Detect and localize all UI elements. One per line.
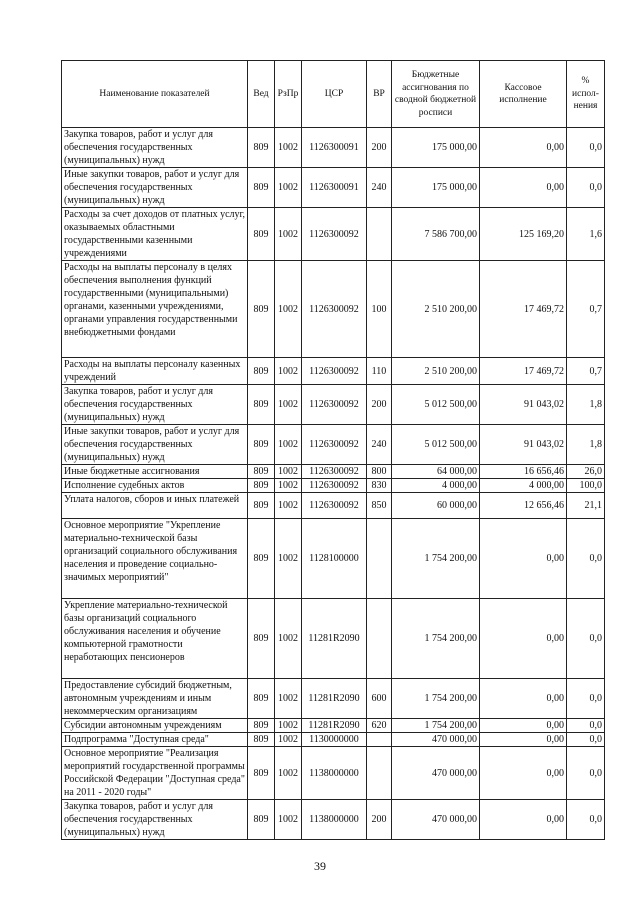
row-pct: 0,0	[567, 599, 605, 679]
table-row	[62, 479, 605, 493]
row-name: Подпрограмма "Доступная среда"	[62, 733, 248, 747]
row-budget: 5 012 500,00	[392, 425, 480, 465]
row-cash: 91 043,02	[480, 385, 567, 425]
row-csr: 1126300092	[302, 261, 367, 358]
row-cash: 4 000,00	[480, 479, 567, 493]
row-csr: 1126300092	[302, 385, 367, 425]
row-vr: 830	[367, 479, 392, 493]
row-name: Субсидии автономным учреждениям	[62, 719, 248, 733]
row-ved: 809	[248, 719, 275, 733]
table-row	[62, 519, 605, 599]
row-vr: 200	[367, 128, 392, 168]
row-budget: 175 000,00	[392, 128, 480, 168]
table-row	[62, 261, 605, 358]
row-vr: 620	[367, 719, 392, 733]
header-pct: % испол-нения	[567, 61, 605, 128]
row-pct: 0,7	[567, 358, 605, 385]
row-vr: 200	[367, 800, 392, 840]
table-row	[62, 599, 605, 679]
row-name: Иные закупки товаров, работ и услуг для обеспечения государственных (муниципальных) нужд	[62, 168, 248, 208]
row-vr: 100	[367, 261, 392, 358]
row-budget: 2 510 200,00	[392, 261, 480, 358]
row-vr: 800	[367, 465, 392, 479]
row-pct: 0,0	[567, 719, 605, 733]
row-csr: 11281R2090	[302, 599, 367, 679]
row-cash: 91 043,02	[480, 425, 567, 465]
row-cash: 17 469,72	[480, 261, 567, 358]
row-csr: 1128100000	[302, 519, 367, 599]
row-rzpr: 1002	[275, 800, 302, 840]
row-rzpr: 1002	[275, 385, 302, 425]
row-rzpr: 1002	[275, 208, 302, 261]
row-csr: 1126300092	[302, 208, 367, 261]
row-name: Основное мероприятие "Реализация мероприятий государственной программы Российской Федерации "Доступная среда" на 2011 - 2020 годы"	[62, 747, 248, 800]
row-name: Исполнение судебных актов	[62, 479, 248, 493]
row-pct: 0,7	[567, 261, 605, 358]
row-rzpr: 1002	[275, 493, 302, 519]
row-vr	[367, 519, 392, 599]
row-budget: 5 012 500,00	[392, 385, 480, 425]
row-vr: 200	[367, 385, 392, 425]
row-budget: 7 586 700,00	[392, 208, 480, 261]
row-csr: 1126300092	[302, 479, 367, 493]
row-pct: 0,0	[567, 519, 605, 599]
row-ved: 809	[248, 208, 275, 261]
header-name: Наименование показателей	[62, 61, 248, 128]
row-pct: 0,0	[567, 747, 605, 800]
row-cash: 125 169,20	[480, 208, 567, 261]
row-name: Предоставление субсидий бюджетным, автономным учреждениям и иным некоммерческим организациям	[62, 679, 248, 719]
row-pct: 0,0	[567, 168, 605, 208]
row-cash: 12 656,46	[480, 493, 567, 519]
row-name: Основное мероприятие "Укрепление материально-технической базы организаций социального обслуживания населения и проведение социально-значимых мероприятий"	[62, 519, 248, 599]
row-ved: 809	[248, 425, 275, 465]
row-budget: 64 000,00	[392, 465, 480, 479]
table-row	[62, 208, 605, 261]
row-budget: 470 000,00	[392, 747, 480, 800]
row-budget: 1 754 200,00	[392, 519, 480, 599]
row-budget: 2 510 200,00	[392, 358, 480, 385]
row-rzpr: 1002	[275, 519, 302, 599]
row-rzpr: 1002	[275, 719, 302, 733]
row-name: Расходы на выплаты персоналу казенных учреждений	[62, 358, 248, 385]
row-ved: 809	[248, 261, 275, 358]
row-ved: 809	[248, 358, 275, 385]
table-row	[62, 747, 605, 800]
row-cash: 17 469,72	[480, 358, 567, 385]
row-rzpr: 1002	[275, 733, 302, 747]
row-rzpr: 1002	[275, 168, 302, 208]
row-csr: 1126300092	[302, 493, 367, 519]
table-row	[62, 358, 605, 385]
row-cash: 0,00	[480, 679, 567, 719]
table-body	[62, 128, 605, 840]
row-csr: 1138000000	[302, 800, 367, 840]
header-ved: Вед	[248, 61, 275, 128]
row-budget: 1 754 200,00	[392, 719, 480, 733]
row-vr	[367, 733, 392, 747]
table-row	[62, 493, 605, 519]
page-number: 39	[314, 859, 326, 873]
row-csr: 1138000000	[302, 747, 367, 800]
header-rzpr: РзПр	[275, 61, 302, 128]
row-ved: 809	[248, 519, 275, 599]
table-row	[62, 465, 605, 479]
budget-execution-table	[61, 60, 605, 840]
row-name: Уплата налогов, сборов и иных платежей	[62, 493, 248, 519]
row-budget: 175 000,00	[392, 168, 480, 208]
row-csr: 1126300091	[302, 168, 367, 208]
row-name: Закупка товаров, работ и услуг для обеспечения государственных (муниципальных) нужд	[62, 385, 248, 425]
row-cash: 0,00	[480, 733, 567, 747]
row-pct: 21,1	[567, 493, 605, 519]
row-budget: 1 754 200,00	[392, 599, 480, 679]
row-rzpr: 1002	[275, 261, 302, 358]
row-cash: 0,00	[480, 128, 567, 168]
row-budget: 1 754 200,00	[392, 679, 480, 719]
table-row	[62, 385, 605, 425]
table-row	[62, 425, 605, 465]
row-ved: 809	[248, 800, 275, 840]
row-budget: 60 000,00	[392, 493, 480, 519]
row-name: Закупка товаров, работ и услуг для обеспечения государственных (муниципальных) нужд	[62, 128, 248, 168]
row-csr: 1126300092	[302, 358, 367, 385]
row-rzpr: 1002	[275, 425, 302, 465]
table-row	[62, 128, 605, 168]
row-name: Иные закупки товаров, работ и услуг для обеспечения государственных (муниципальных) нужд	[62, 425, 248, 465]
row-csr: 1130000000	[302, 733, 367, 747]
row-pct: 1,8	[567, 425, 605, 465]
header-vr: ВР	[367, 61, 392, 128]
row-pct: 0,0	[567, 733, 605, 747]
row-vr: 240	[367, 425, 392, 465]
row-rzpr: 1002	[275, 128, 302, 168]
row-pct: 0,0	[567, 800, 605, 840]
header-budget: Бюджетные ассигнования по сводной бюджетной росписи	[392, 61, 480, 128]
row-rzpr: 1002	[275, 679, 302, 719]
row-vr: 110	[367, 358, 392, 385]
row-ved: 809	[248, 747, 275, 800]
row-cash: 16 656,46	[480, 465, 567, 479]
row-budget: 470 000,00	[392, 800, 480, 840]
row-vr: 240	[367, 168, 392, 208]
row-cash: 0,00	[480, 800, 567, 840]
row-ved: 809	[248, 599, 275, 679]
row-cash: 0,00	[480, 719, 567, 733]
row-rzpr: 1002	[275, 747, 302, 800]
row-rzpr: 1002	[275, 599, 302, 679]
row-pct: 1,6	[567, 208, 605, 261]
row-name: Расходы за счет доходов от платных услуг, оказываемых областными государственными казенными учреждениями	[62, 208, 248, 261]
row-vr: 600	[367, 679, 392, 719]
header-cash: Кассовое исполнение	[480, 61, 567, 128]
header-csr: ЦСР	[302, 61, 367, 128]
row-vr	[367, 747, 392, 800]
table-row	[62, 168, 605, 208]
row-name: Расходы на выплаты персоналу в целях обеспечения выполнения функций государственными (муниципальными) органами, казенными учреждениями, органами управления государственными внебюджетными фондами	[62, 261, 248, 358]
row-pct: 26,0	[567, 465, 605, 479]
row-cash: 0,00	[480, 747, 567, 800]
table-row	[62, 719, 605, 733]
row-vr	[367, 599, 392, 679]
row-name: Укрепление материально-технической базы организаций социального обслуживания населения и обучение компьютерной грамотности неработающих пенсионеров	[62, 599, 248, 679]
row-csr: 11281R2090	[302, 679, 367, 719]
row-name: Иные бюджетные ассигнования	[62, 465, 248, 479]
row-pct: 0,0	[567, 128, 605, 168]
row-rzpr: 1002	[275, 465, 302, 479]
row-ved: 809	[248, 679, 275, 719]
row-ved: 809	[248, 479, 275, 493]
row-ved: 809	[248, 465, 275, 479]
row-csr: 1126300092	[302, 465, 367, 479]
row-ved: 809	[248, 385, 275, 425]
row-cash: 0,00	[480, 599, 567, 679]
row-csr: 1126300091	[302, 128, 367, 168]
table-row	[62, 733, 605, 747]
row-cash: 0,00	[480, 168, 567, 208]
row-budget: 470 000,00	[392, 733, 480, 747]
row-vr	[367, 208, 392, 261]
row-pct: 1,8	[567, 385, 605, 425]
row-pct: 0,0	[567, 679, 605, 719]
row-cash: 0,00	[480, 519, 567, 599]
row-vr: 850	[367, 493, 392, 519]
row-ved: 809	[248, 733, 275, 747]
table-row	[62, 800, 605, 840]
row-csr: 11281R2090	[302, 719, 367, 733]
row-budget: 4 000,00	[392, 479, 480, 493]
row-csr: 1126300092	[302, 425, 367, 465]
row-name: Закупка товаров, работ и услуг для обеспечения государственных (муниципальных) нужд	[62, 800, 248, 840]
table-row	[62, 679, 605, 719]
row-rzpr: 1002	[275, 479, 302, 493]
row-ved: 809	[248, 128, 275, 168]
table-header-row	[62, 61, 605, 128]
row-rzpr: 1002	[275, 358, 302, 385]
row-ved: 809	[248, 493, 275, 519]
row-pct: 100,0	[567, 479, 605, 493]
row-ved: 809	[248, 168, 275, 208]
